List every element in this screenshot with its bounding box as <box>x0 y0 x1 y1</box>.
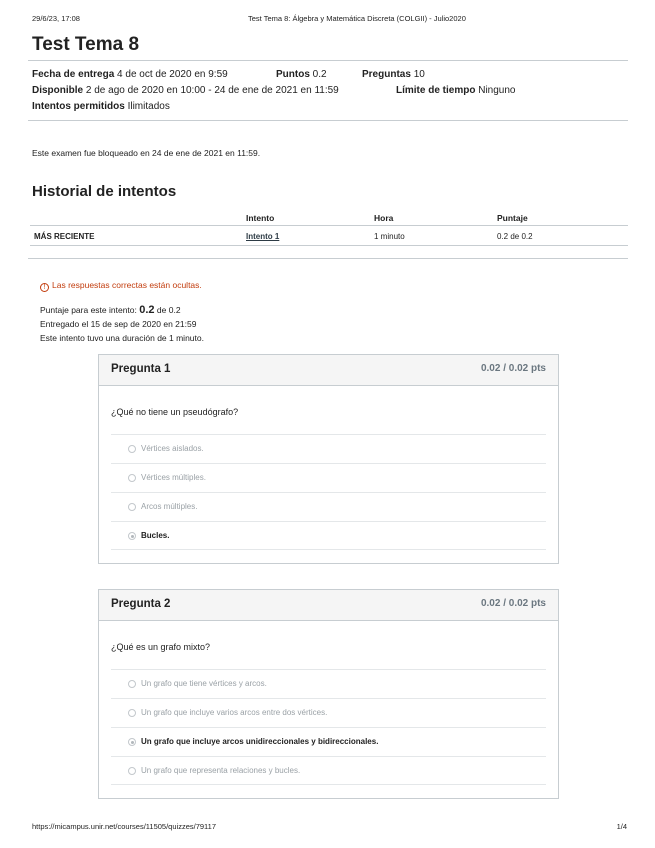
answer-text: Un grafo que incluye arcos unidireccionales y bidireccionales. <box>141 737 379 746</box>
print-page-number: 1/4 <box>616 822 627 831</box>
answer-text: Un grafo que incluye varios arcos entre dos vértices. <box>141 708 328 717</box>
question-text: ¿Qué es un grafo mixto? <box>111 642 211 652</box>
allowed-attempts <box>32 99 170 115</box>
answer-option <box>111 434 546 463</box>
time-limit <box>396 83 516 99</box>
time-limit-value: Ninguno <box>478 85 516 96</box>
due-date-label: Fecha de entrega <box>32 69 115 80</box>
availability-value: 2 de ago de 2020 en 10:00 - 24 de ene de 2021 en 11:59 <box>85 85 339 96</box>
radio-checked-icon <box>128 738 136 746</box>
attempt-score-line <box>40 303 204 317</box>
radio-checked-icon <box>128 532 136 540</box>
answer-option-selected <box>111 727 546 756</box>
allowed-attempts-label: Intentos permitidos <box>32 101 125 112</box>
details-divider <box>28 120 628 121</box>
answer-text: Arcos múltiples. <box>141 502 198 511</box>
answers-hidden-notice <box>40 280 202 292</box>
submitted-at: Entregado el 15 de sep de 2020 en 21:59 <box>40 319 197 329</box>
points-label: Puntos <box>276 69 310 80</box>
print-url: https://micampus.unir.net/courses/11505/quizzes/79117 <box>32 822 216 831</box>
print-datetime: 29/6/23, 17:08 <box>32 14 80 23</box>
radio-icon <box>128 503 136 511</box>
column-header-time: Hora <box>374 213 394 223</box>
question-card-2 <box>98 589 559 799</box>
radio-icon <box>128 767 136 775</box>
answer-text: Un grafo que tiene vértices y arcos. <box>141 679 267 688</box>
page-title: Test Tema 8 <box>32 34 140 55</box>
print-header <box>32 14 623 26</box>
history-divider <box>28 258 628 259</box>
answer-option <box>111 698 546 727</box>
availability-label: Disponible <box>32 85 84 96</box>
column-header-score: Puntaje <box>497 213 528 223</box>
answer-option <box>111 463 546 492</box>
quiz-details <box>32 67 632 115</box>
question-text: ¿Qué no tiene un pseudógrafo? <box>111 407 239 417</box>
due-date <box>32 67 228 83</box>
column-header-attempt: Intento <box>246 213 275 223</box>
radio-icon <box>128 680 136 688</box>
print-document-title: Test Tema 8: Álgebra y Matemática Discreta (COLGII) - Julio2020 <box>248 14 466 23</box>
question-title: Pregunta 2 <box>111 598 171 610</box>
attempt-score: 0.2 de 0.2 <box>497 232 533 241</box>
question-header <box>99 590 558 621</box>
radio-icon <box>128 709 136 717</box>
question-card-1 <box>98 354 559 564</box>
title-divider <box>28 60 628 61</box>
answer-option <box>111 756 546 785</box>
score-suffix: de 0.2 <box>156 305 181 315</box>
points <box>276 67 327 83</box>
submission-details <box>40 303 204 345</box>
answer-text: Un grafo que representa relaciones y bucles. <box>141 766 301 775</box>
answer-text: Bucles. <box>141 531 170 540</box>
score-prefix: Puntaje para este intento: <box>40 305 137 315</box>
questions-count <box>362 67 425 83</box>
attempt-1-link[interactable]: Intento 1 <box>246 232 280 241</box>
most-recent-label: MÁS RECIENTE <box>34 232 95 241</box>
time-limit-label: Límite de tiempo <box>396 85 476 96</box>
due-date-value: 4 de oct de 2020 en 9:59 <box>117 69 228 80</box>
questions-label: Preguntas <box>362 69 411 80</box>
questions-value: 10 <box>413 69 425 80</box>
question-title: Pregunta 1 <box>111 363 171 375</box>
answer-text: Vértices múltiples. <box>141 473 206 482</box>
print-footer <box>32 822 627 834</box>
answer-option <box>111 492 546 521</box>
radio-icon <box>128 445 136 453</box>
answer-text: Vértices aislados. <box>141 444 204 453</box>
answer-option-selected <box>111 521 546 550</box>
attempt-duration: Este intento tuvo una duración de 1 minuto. <box>40 333 204 343</box>
history-table <box>30 210 628 246</box>
score-value: 0.2 <box>139 304 155 316</box>
table-row <box>30 226 628 246</box>
answer-option <box>111 669 546 698</box>
answers-hidden-text: Las respuestas correctas están ocultas. <box>52 280 202 290</box>
question-points: 0.02 / 0.02 pts <box>480 598 546 609</box>
availability <box>32 83 339 99</box>
question-points: 0.02 / 0.02 pts <box>480 363 546 374</box>
question-header <box>99 355 558 386</box>
attempt-time: 1 minuto <box>374 232 405 241</box>
allowed-attempts-value: Ilimitados <box>127 101 170 112</box>
points-value: 0.2 <box>312 69 327 80</box>
lock-notice: Este examen fue bloqueado en 24 de ene de 2021 en 11:59. <box>32 148 261 158</box>
radio-icon <box>128 474 136 482</box>
warning-circle-icon: ! <box>40 283 49 292</box>
history-title: Historial de intentos <box>32 183 177 200</box>
history-table-header <box>30 210 628 226</box>
